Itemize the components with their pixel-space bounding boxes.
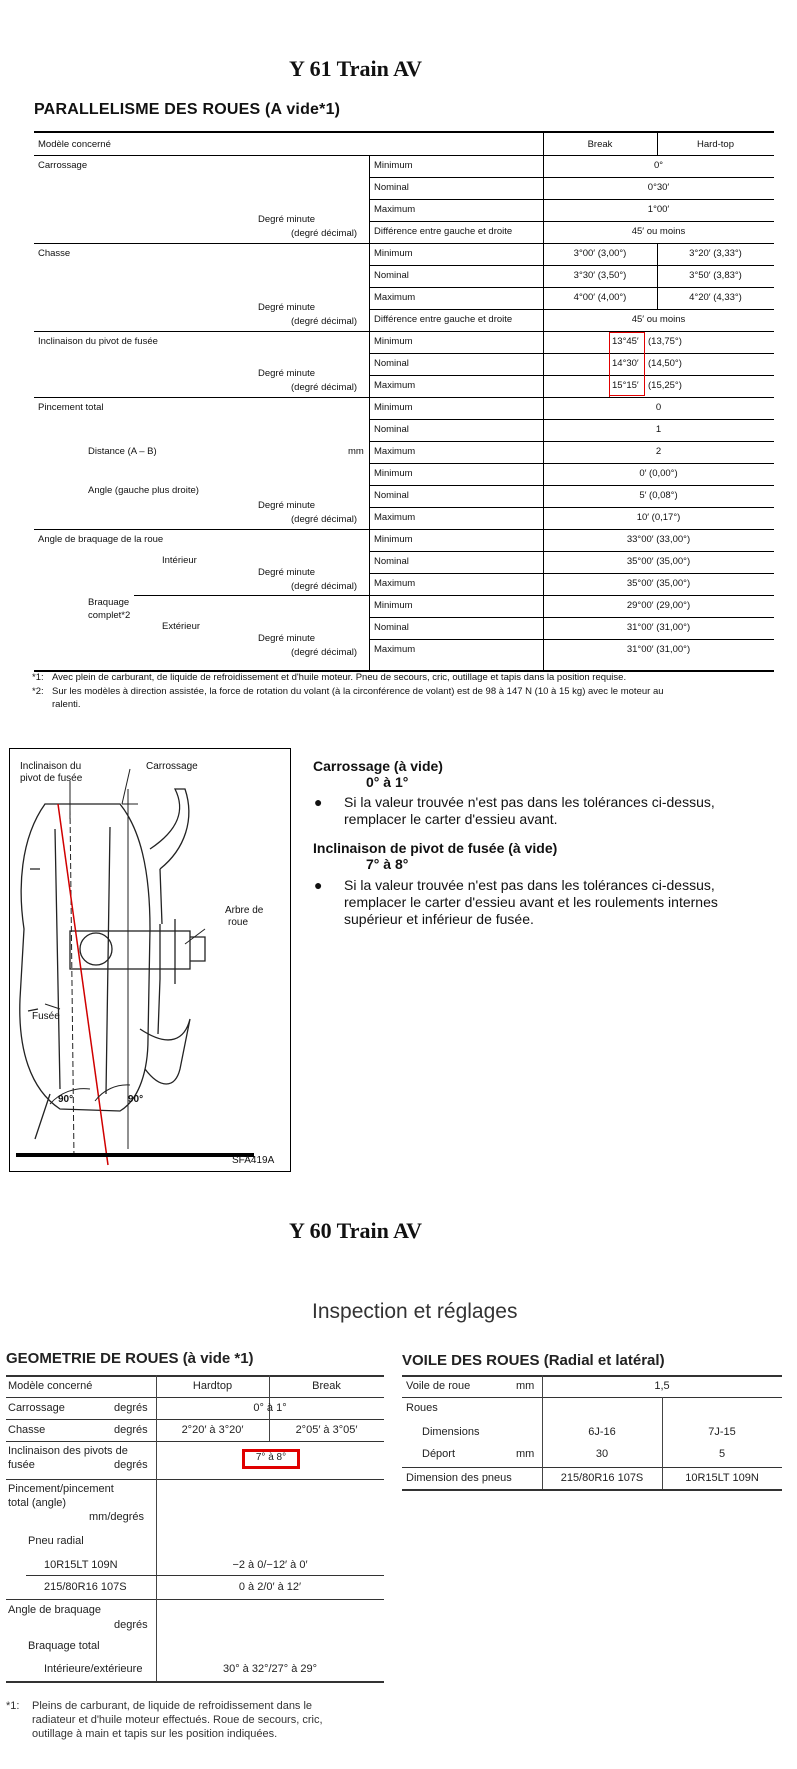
- geo-heading: GEOMETRIE DE ROUES (à vide *1): [6, 1350, 254, 1367]
- row-line: [6, 1375, 384, 1377]
- label-braquage: Angle de braquage de la roue: [38, 534, 164, 545]
- col-divider: [369, 155, 370, 670]
- unit-dec: (degré décimal): [291, 316, 357, 327]
- note-inclinaison-text-2: remplacer le carter d'essieu avant et les roulements internes: [344, 894, 718, 910]
- voile-dim-b: 7J-15: [708, 1426, 736, 1438]
- value-cell: 1: [655, 424, 662, 435]
- unit-deg: Degré minute: [258, 368, 316, 379]
- row-line: [34, 397, 774, 398]
- label-inclinaison-1: Inclinaison du: [20, 761, 82, 772]
- param-cell: Nominal: [374, 182, 409, 193]
- hardtop-cell: 3°20′ (3,33°): [689, 248, 742, 259]
- param-cell: Différence entre gauche et droite: [374, 226, 513, 237]
- header-hardtop: Hard-top: [697, 139, 734, 150]
- value-cell: 14°30′: [612, 358, 639, 369]
- row-line: [369, 309, 774, 310]
- geo-pince-unit: mm/degrés: [89, 1511, 145, 1523]
- y60-foot-2: radiateur et d'huile moteur effectués. Roue de secours, cric,: [32, 1714, 323, 1726]
- param-cell: Minimum: [374, 534, 413, 545]
- value-cell: 45′ ou moins: [631, 314, 686, 325]
- header-model: Modèle concerné: [38, 139, 111, 150]
- geometry-table: [6, 1375, 384, 1690]
- diagram-code: SFA419A: [232, 1155, 275, 1166]
- voile-pneus: Dimension des pneus: [406, 1472, 512, 1484]
- unit-dec: (degré décimal): [291, 514, 357, 525]
- param-cell: Nominal: [374, 556, 409, 567]
- row-line: [369, 265, 774, 266]
- footnote-2b: ralenti.: [52, 699, 81, 710]
- unit-deg: Degré minute: [258, 500, 316, 511]
- value-cell: 0′ (0,00°): [639, 468, 678, 479]
- label-pincement: Pincement total: [38, 402, 104, 413]
- param-cell: Minimum: [374, 248, 413, 259]
- param-cell: Différence entre gauche et droite: [374, 314, 513, 325]
- row-line: [402, 1397, 782, 1398]
- row-line: [6, 1441, 384, 1442]
- geo-unit: degrés: [114, 1459, 148, 1471]
- wheel-section-drawing: [10, 749, 290, 1171]
- geo-pince-2: total (angle): [8, 1497, 67, 1509]
- value-cell: 5′ (0,08°): [639, 490, 678, 501]
- note-carrossage-title: Carrossage (à vide): [313, 758, 443, 774]
- unit-deg: Degré minute: [258, 567, 316, 578]
- param-cell: Nominal: [374, 358, 409, 369]
- param-cell: Nominal: [374, 622, 409, 633]
- voile-label: Voile de roue: [406, 1380, 471, 1392]
- geo-pince-1: Pincement/pincement: [8, 1483, 114, 1495]
- voile-dep-a: 30: [595, 1448, 609, 1460]
- geo-incl-2: fusée: [8, 1459, 35, 1471]
- value-cell: 35°00′ (35,00°): [626, 556, 691, 567]
- value-cell: 0°30′: [647, 182, 670, 193]
- row-line: [369, 507, 774, 508]
- value-cell: 0°: [653, 160, 664, 171]
- label-inclinaison-2: pivot de fusée: [20, 773, 83, 784]
- row-line: [369, 639, 774, 640]
- value-cell: 15°15′: [612, 380, 639, 391]
- row-line: [34, 155, 774, 156]
- label-exterieur: Extérieur: [162, 621, 201, 632]
- label-braquage-complet-2: complet*2: [88, 610, 131, 621]
- param-cell: Maximum: [374, 446, 416, 457]
- voile-val: 1,5: [654, 1380, 670, 1392]
- note-carrossage-value: 0° à 1°: [366, 774, 409, 790]
- row-line: [402, 1467, 782, 1468]
- geo-incl-1: Inclinaison des pivots de: [8, 1445, 128, 1457]
- footnote-2-mark: *2:: [32, 686, 44, 697]
- param-cell: Nominal: [374, 490, 409, 501]
- row-line: [34, 331, 774, 332]
- bullet: ●: [314, 794, 323, 810]
- param-cell: Maximum: [374, 380, 416, 391]
- label-fusee: Fusée: [32, 1011, 60, 1022]
- hardtop-cell: 3°50′ (3,83°): [689, 270, 742, 281]
- param-cell: Maximum: [374, 578, 416, 589]
- row-line: [134, 595, 774, 596]
- value-cell: 31°00′ (31,00°): [626, 644, 691, 655]
- voile-table: [402, 1375, 782, 1490]
- row-line: [6, 1397, 384, 1398]
- param-cell: Maximum: [374, 292, 416, 303]
- break-cell: 3°30′ (3,50°): [573, 270, 627, 281]
- value-cell: 0: [655, 402, 662, 413]
- unit-dec: (degré décimal): [291, 382, 357, 393]
- value-cell: 35°00′ (35,00°): [626, 578, 691, 589]
- y60-section-title: Inspection et réglages: [312, 1300, 518, 1323]
- note-inclinaison-text-3: supérieur et inférieur de fusée.: [344, 911, 534, 927]
- param-cell: Minimum: [374, 600, 413, 611]
- note-inclinaison-value: 7° à 8°: [366, 856, 409, 872]
- y60-foot-mark: *1:: [6, 1700, 20, 1712]
- header-break: Break: [587, 139, 613, 150]
- bullet: ●: [314, 877, 323, 893]
- voile-dep-b: 5: [718, 1448, 726, 1460]
- label-interieur: Intérieur: [162, 555, 197, 566]
- value-cell: (15,25°): [648, 380, 682, 391]
- y60-foot-1: Pleins de carburant, de liquide de refroidissement dans le: [32, 1700, 313, 1712]
- row-line: [369, 485, 774, 486]
- hardtop-cell: 4°20′ (4,33°): [689, 292, 742, 303]
- unit-dec: (degré décimal): [291, 581, 357, 592]
- row-line: [402, 1489, 782, 1491]
- unit-deg: Degré minute: [258, 302, 316, 313]
- voile-heading: VOILE DES ROUES (Radial et latéral): [402, 1352, 665, 1369]
- row-line: [369, 463, 774, 464]
- note-carrossage-text-1: Si la valeur trouvée n'est pas dans les tolérances ci-dessus,: [344, 794, 715, 810]
- row-line: [34, 529, 774, 530]
- label-90-right: 90°: [128, 1094, 144, 1105]
- unit-deg: Degré minute: [258, 633, 316, 644]
- row-line: [369, 617, 774, 618]
- label-braquage-complet-1: Braquage: [88, 597, 130, 608]
- voile-pneu-a: 215/80R16 107S: [560, 1472, 644, 1484]
- geo-pneu-radial: Pneu radial: [28, 1535, 84, 1547]
- value-cell: 1°00′: [647, 204, 670, 215]
- param-cell: Minimum: [374, 468, 413, 479]
- row-line: [26, 1575, 384, 1576]
- break-cell: 4°00′ (4,00°): [573, 292, 627, 303]
- value-cell: 10′ (0,17°): [636, 512, 681, 523]
- label-carrossage: Carrossage: [146, 761, 198, 772]
- footnote-1: Avec plein de carburant, de liquide de refroidissement et d'huile moteur. Pneu de secours, cric, outillage et tapis dans la position requise.: [52, 672, 627, 683]
- voile-unit: mm: [516, 1380, 535, 1392]
- break-cell: 3°00′ (3,00°): [573, 248, 627, 259]
- row-line: [34, 243, 774, 244]
- voile-dim-a: 6J-16: [588, 1426, 616, 1438]
- geo-col-model: Modèle concerné: [8, 1380, 93, 1392]
- row-line: [369, 221, 774, 222]
- param-cell: Minimum: [374, 402, 413, 413]
- geo-col-hardtop: Hardtop: [192, 1380, 233, 1392]
- y61-heading: PARALLELISME DES ROUES (A vide*1): [34, 101, 341, 118]
- geo-chasse-break: 2°05′ à 3°05′: [295, 1424, 358, 1436]
- label-arbre-2: roue: [228, 917, 249, 928]
- footnote-2a: Sur les modèles à direction assistée, la force de rotation du volant (à la circonférence de volant) est de 98 à 147 N (10 à 15 kg) avec le moteur au: [52, 686, 664, 697]
- unit-mm: mm: [348, 446, 364, 457]
- note-inclinaison-text-1: Si la valeur trouvée n'est pas dans les tolérances ci-dessus,: [344, 877, 715, 893]
- label-90-left: 90°: [58, 1094, 74, 1105]
- camber-diagram: [9, 748, 291, 1172]
- geo-carrossage: Carrossage: [8, 1402, 65, 1414]
- voile-deport-unit: mm: [516, 1448, 535, 1460]
- geo-braq-total: Braquage total: [28, 1640, 100, 1652]
- geo-braq-int-ext: Intérieure/extérieure: [44, 1663, 143, 1675]
- row-line: [369, 419, 774, 420]
- value-cell: 45′ ou moins: [631, 226, 686, 237]
- geo-carrossage-val: 0° à 1°: [253, 1402, 287, 1414]
- unit-dec: (degré décimal): [291, 647, 357, 658]
- row-line: [402, 1375, 782, 1377]
- voile-deport: Déport: [422, 1448, 456, 1460]
- unit-deg: Degré minute: [258, 214, 316, 225]
- geo-braq-1: Angle de braquage: [8, 1604, 101, 1616]
- row-line: [369, 199, 774, 200]
- row-line: [369, 375, 774, 376]
- row-line: [369, 177, 774, 178]
- label-inclinaison: Inclinaison du pivot de fusée: [38, 336, 158, 347]
- label-chasse: Chasse: [38, 248, 71, 259]
- row-line: [369, 573, 774, 574]
- geo-tyre-2: 215/80R16 107S: [44, 1581, 127, 1593]
- param-cell: Maximum: [374, 512, 416, 523]
- param-cell: Minimum: [374, 160, 413, 171]
- value-cell: 13°45′: [612, 336, 639, 347]
- note-carrossage-text-2: remplacer le carter d'essieu avant.: [344, 811, 558, 827]
- value-cell: 2: [655, 446, 662, 457]
- row-line: [369, 551, 774, 552]
- param-cell: Nominal: [374, 424, 409, 435]
- geo-tyre-1: 10R15LT 109N: [44, 1559, 118, 1571]
- label-arbre-1: Arbre de: [225, 905, 264, 916]
- label-carrossage: Carrossage: [38, 160, 88, 171]
- value-cell: (14,50°): [648, 358, 682, 369]
- geo-incl-val: 7° à 8°: [255, 1452, 287, 1463]
- geo-tyre-2-val: 0 à 2/0′ à 12′: [238, 1581, 302, 1593]
- param-cell: Nominal: [374, 270, 409, 281]
- geo-col-break: Break: [312, 1380, 341, 1392]
- row-line: [369, 441, 774, 442]
- voile-dimensions: Dimensions: [422, 1426, 480, 1438]
- geo-chasse-hardtop: 2°20′ à 3°20′: [181, 1424, 244, 1436]
- y61-title: Y 61 Train AV: [289, 56, 423, 81]
- label-angle: Angle (gauche plus droite): [88, 485, 199, 496]
- row-line: [6, 1599, 384, 1600]
- row-line: [369, 353, 774, 354]
- geo-unit: degrés: [114, 1402, 148, 1414]
- unit-dec: (degré décimal): [291, 228, 357, 239]
- label-distance: Distance (A – B): [88, 446, 157, 457]
- geo-unit: degrés: [114, 1424, 148, 1436]
- value-cell: 31°00′ (31,00°): [626, 622, 691, 633]
- y60-title: Y 60 Train AV: [289, 1218, 423, 1243]
- voile-pneu-b: 10R15LT 109N: [685, 1472, 759, 1484]
- voile-roues: Roues: [406, 1402, 438, 1414]
- param-cell: Maximum: [374, 204, 416, 215]
- col-divider: [156, 1375, 157, 1681]
- geo-tyre-1-val: −2 à 0/−12′ à 0′: [232, 1559, 308, 1571]
- param-cell: Minimum: [374, 336, 413, 347]
- geo-braq-val: 30° à 32°/27° à 29°: [222, 1663, 318, 1675]
- geo-braq-unit: degrés: [114, 1619, 148, 1631]
- geo-chasse: Chasse: [8, 1424, 46, 1436]
- row-line: [6, 1479, 384, 1480]
- row-line: [369, 287, 774, 288]
- value-cell: 33°00′ (33,00°): [626, 534, 691, 545]
- param-cell: Maximum: [374, 644, 416, 655]
- value-cell: 29°00′ (29,00°): [626, 600, 691, 611]
- y61-alignment-table: [34, 131, 774, 672]
- row-line: [6, 1681, 384, 1683]
- value-cell: (13,75°): [648, 336, 682, 347]
- row-line: [6, 1419, 384, 1420]
- note-inclinaison-title: Inclinaison de pivot de fusée (à vide): [313, 840, 558, 856]
- y60-foot-3: outillage à main et tapis sur les position indiquées.: [32, 1728, 278, 1740]
- footnote-1-mark: *1:: [32, 672, 44, 683]
